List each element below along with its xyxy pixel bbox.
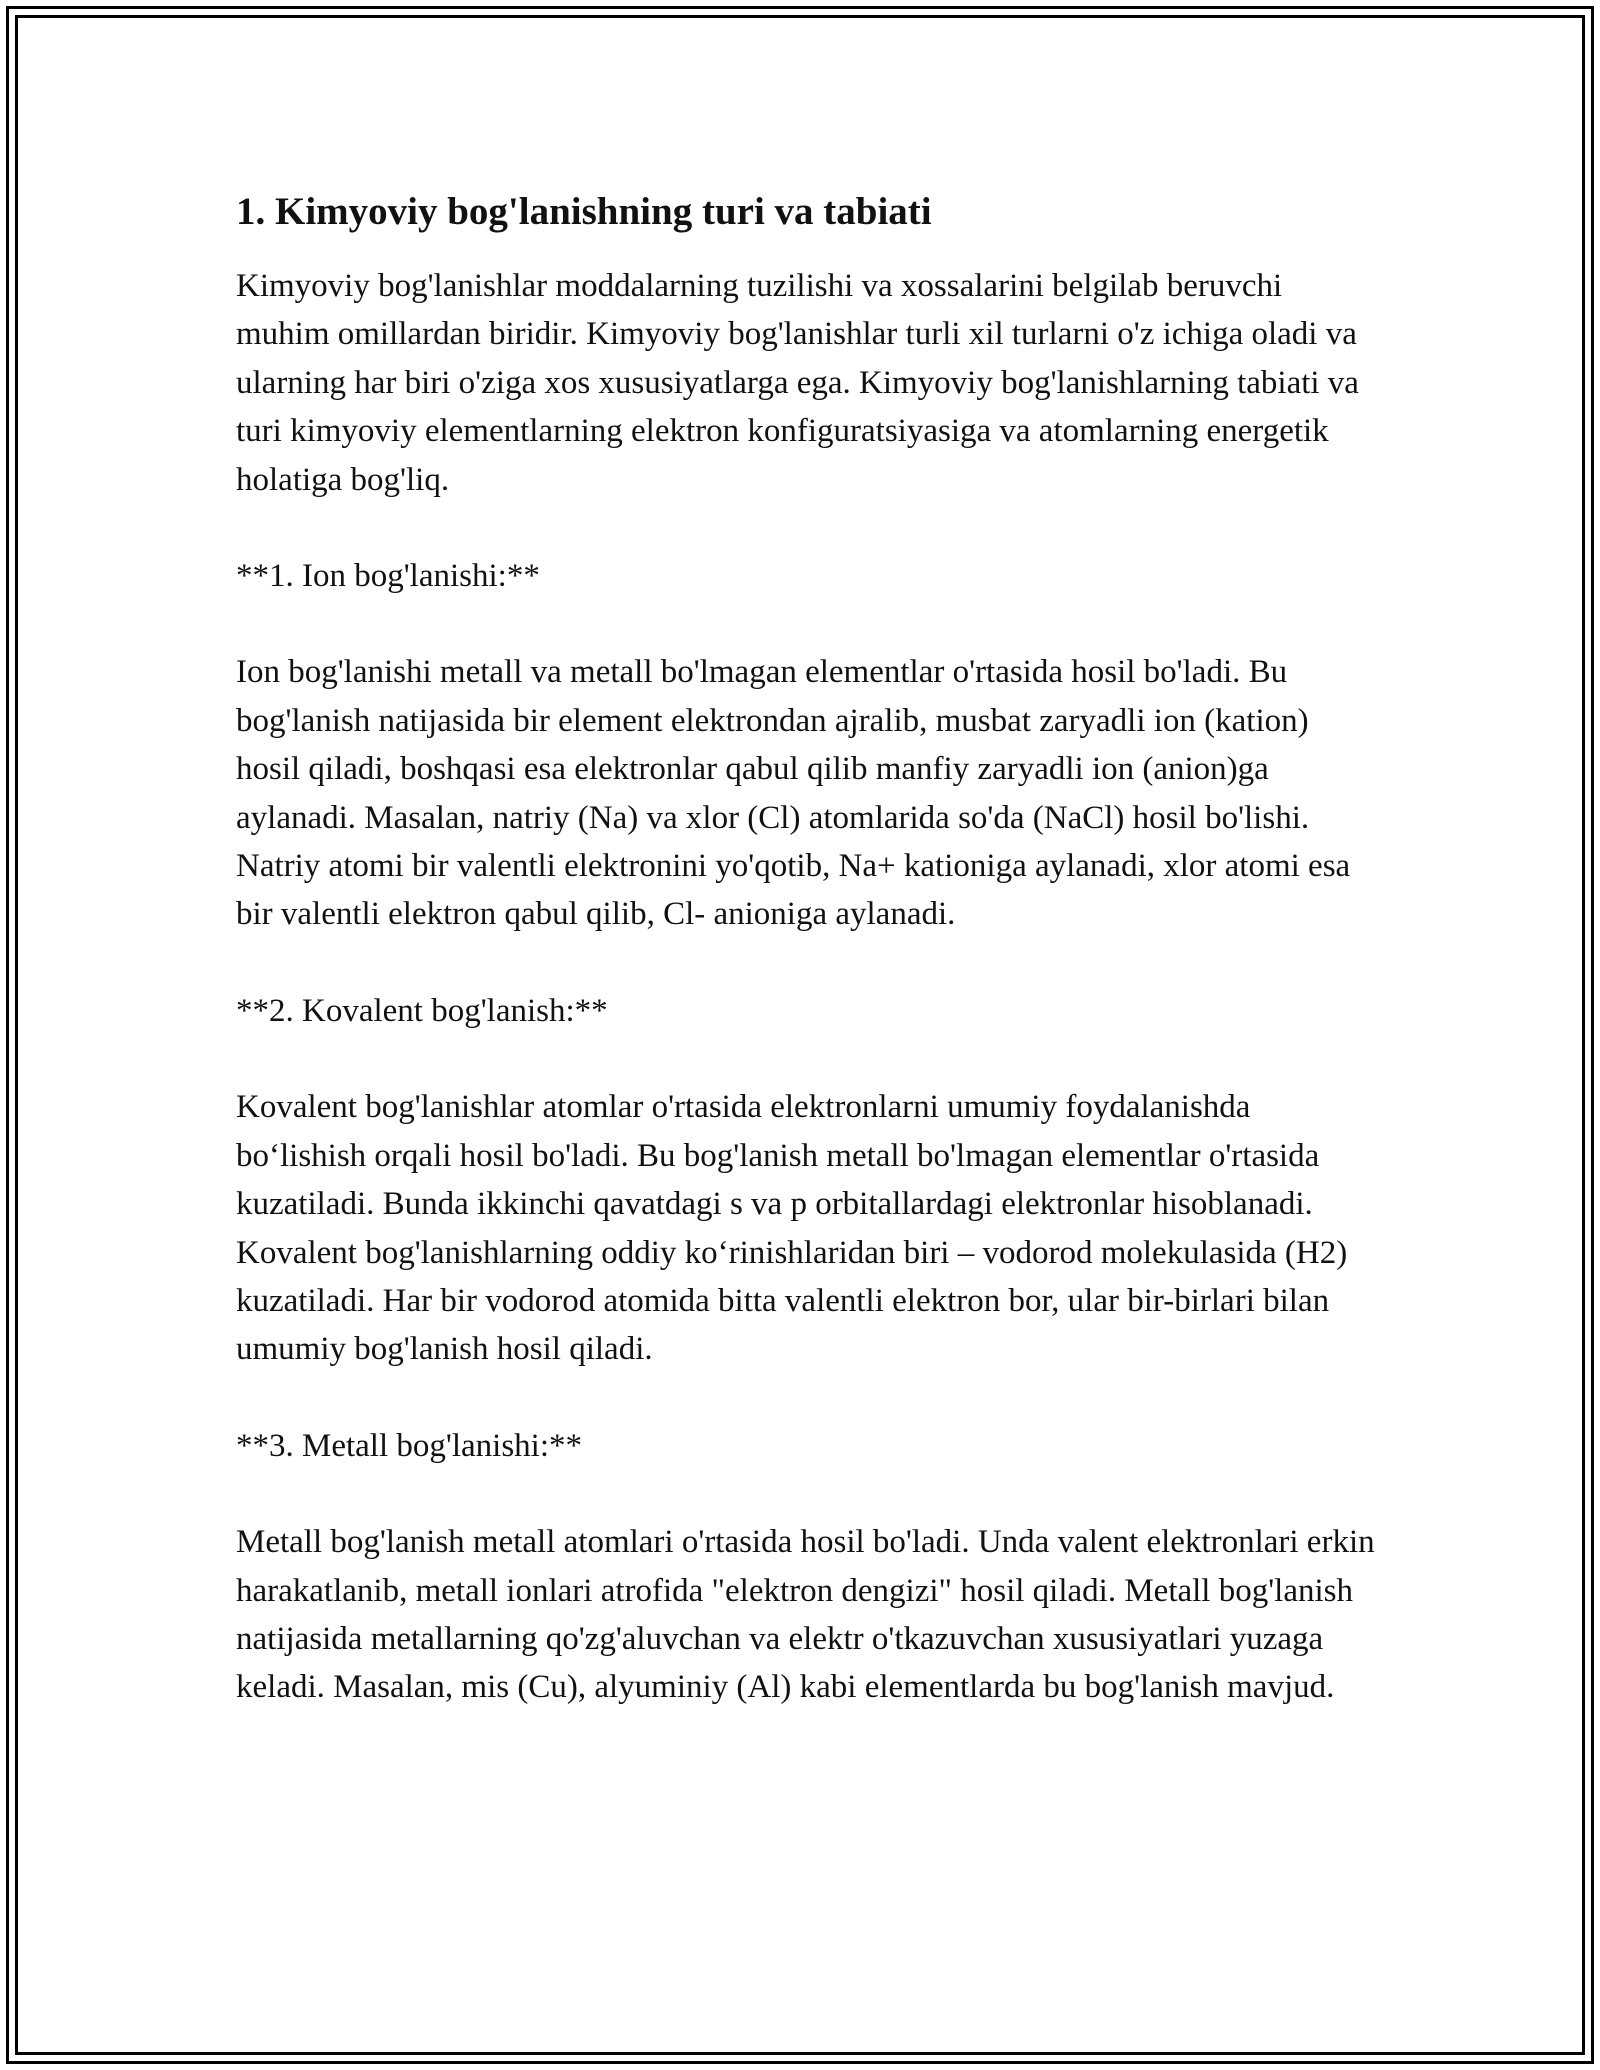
metallic-bond-paragraph: Metall bog'lanish metall atomlari o'rtasida hosil bo'ladi. Unda valent elektronlari erkin harakatlanib, metall ionlari atrofida "elektron dengizi" hosil qiladi. Metall bog'lanish natijasida metallarning qo'zg'aluvchan va elektr o'tkazuvchan xususiyatlari yuzaga keladi. Masalan, mis (Cu), alyuminiy (Al) kabi elementlarda bu bog'lanish mavjud.: [236, 1524, 1375, 1706]
intro-paragraph: Kimyoviy bog'lanishlar moddalarning tuzilishi va xossalarini belgilab beruvchi muhim omillardan biridir. Kimyoviy bog'lanishlar turli xil turlarni o'z ichiga oladi va ularning har biri o'ziga xos xususiyatlarga ega. Kimyoviy bog'lanishlarning tabiati va turi kimyoviy elementlarning elektron konfiguratsiyasiga va atomlarning energetik holatiga bog'liq.: [236, 268, 1359, 498]
document-body: [236, 184, 1376, 1712]
document-heading: 1. Kimyoviy bog'lanishning turi va tabiati: [236, 190, 932, 233]
metallic-bond-subheading: **3. Metall bog'lanishi:**: [236, 1427, 583, 1464]
ion-bond-subheading: **1. Ion bog'lanishi:**: [236, 558, 540, 595]
covalent-bond-subheading: **2. Kovalent bog'lanish:**: [236, 992, 608, 1029]
ion-bond-paragraph: Ion bog'lanishi metall va metall bo'lmagan elementlar o'rtasida hosil bo'ladi. Bu bog'lanish natijasida bir element elektrondan ajralib, musbat zaryadli ion (kation) hosil qiladi, boshqasi esa elektronlar qabul qilib manfiy zaryadli ion (anion)ga aylanadi. Masalan, natriy (Na) va xlor (Cl) atomlarida so'da (NaCl) hosil bo'lishi. Natriy atomi bir valentli elektronini yo'qotib, Na+ kationiga aylanadi, xlor atomi esa bir valentli elektron qabul qilib, Cl- anioniga aylanadi.: [236, 654, 1351, 933]
covalent-bond-paragraph: Kovalent bog'lanishlar atomlar o'rtasida elektronlarni umumiy foydalanishda bo‘lishish orqali hosil bo'ladi. Bu bog'lanish metall bo'lmagan elementlar o'rtasida kuzatiladi. Bunda ikkinchi qavatdagi s va p orbitallardagi elektronlar hisoblanadi. Kovalent bog'lanishlarning oddiy ko‘rinishlaridan biri – vodorod molekulasida (H2) kuzatiladi. Har bir vodorod atomida bitta valentli elektron bor, ular bir-birlari bilan umumiy bog'lanish hosil qiladi.: [236, 1089, 1348, 1368]
